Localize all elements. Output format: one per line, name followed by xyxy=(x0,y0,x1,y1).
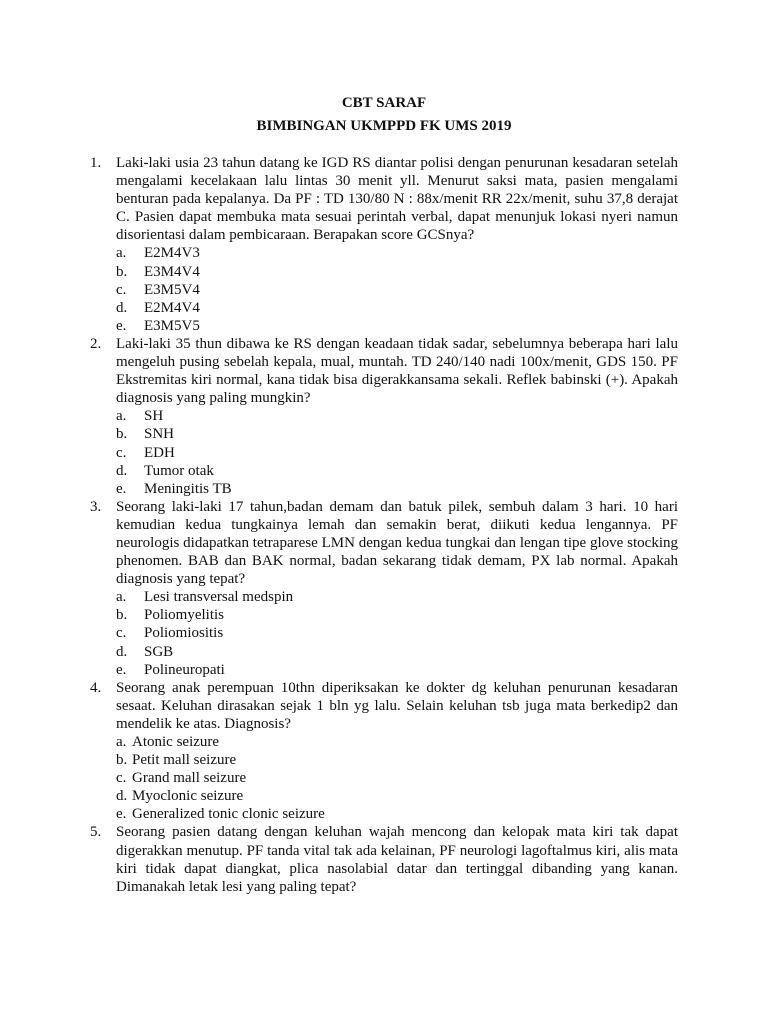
question-2 xyxy=(90,335,678,498)
option-item xyxy=(116,317,678,335)
option-text: Polineuropati xyxy=(144,661,225,678)
option-text: Poliomyelitis xyxy=(144,607,225,624)
option-item xyxy=(116,425,678,443)
option-item xyxy=(116,263,678,281)
option-item xyxy=(116,661,678,679)
option-letter: e. xyxy=(116,480,127,497)
question-number: 4. xyxy=(90,679,102,696)
option-text: E3M4V4 xyxy=(144,263,200,280)
option-text: SNH xyxy=(144,426,175,443)
option-item xyxy=(116,624,678,642)
option-text: E3M5V5 xyxy=(144,317,200,334)
option-letter: b. xyxy=(116,263,128,280)
option-text: Poliomiositis xyxy=(144,625,224,642)
option-letter: a. xyxy=(116,245,127,262)
option-item xyxy=(116,643,678,661)
option-text: Tumor otak xyxy=(144,462,214,479)
option-letter: c. xyxy=(116,770,127,787)
option-list xyxy=(116,244,678,334)
option-letter: b. xyxy=(116,607,128,624)
option-item xyxy=(116,769,678,787)
option-text: SGB xyxy=(144,643,174,660)
option-item xyxy=(116,407,678,425)
option-letter: d. xyxy=(116,643,128,660)
option-text: Lesi transversal medspin xyxy=(144,589,294,606)
option-list xyxy=(116,407,678,497)
question-text: Laki-laki usia 23 tahun datang ke IGD RS diantar polisi dengan penurunan kesadaran setelah mengalami kecelakaan lalu lintas 30 menit yll. Menurut saksi mata, pasien mengalami benturan pada kepalanya. Da PF : TD 130/80 N : 88x/menit RR 22x/menit, suhu 37,8 derajat C. Pasien dapat membuka mata sesuai perintah verbal, dapat menunjuk lokasi nyeri namun disorientasi dalam pembicaraan. Berapakan score GCSnya? xyxy=(116,155,678,244)
option-text: Meningitis TB xyxy=(144,480,232,497)
question-number: 2. xyxy=(90,335,102,352)
option-letter: c. xyxy=(116,625,127,642)
option-letter: b. xyxy=(116,426,128,443)
option-letter: a. xyxy=(116,734,127,750)
option-letter: a. xyxy=(116,589,127,606)
option-letter: d. xyxy=(116,462,128,479)
question-number: 5. xyxy=(90,824,102,841)
option-text: E2M4V4 xyxy=(144,299,200,316)
option-item xyxy=(116,244,678,262)
option-item xyxy=(116,751,678,769)
option-letter: c. xyxy=(116,444,127,461)
question-5 xyxy=(90,823,678,895)
option-list xyxy=(116,733,678,823)
option-text: EDH xyxy=(144,444,175,461)
question-list xyxy=(90,154,678,896)
option-item xyxy=(116,281,678,299)
option-item xyxy=(116,733,678,751)
option-letter: e. xyxy=(116,661,127,678)
option-text: E3M5V4 xyxy=(144,281,200,298)
question-4 xyxy=(90,679,678,824)
question-number: 1. xyxy=(90,155,102,171)
question-text: Seorang pasien datang dengan keluhan wajah mencong dan kelopak mata kiri tak dapat digerakkan menutup. PF tanda vital tak ada kelainan, PF neurologi lagoftalmus kiri, alis mata kiri tidak dapat diangkat, plica nasolabial datar dan tertinggal dibanding yang kanan. Dimanakah letak lesi yang paling tepat? xyxy=(116,824,678,895)
option-text: Petit mall seizure xyxy=(132,752,237,769)
question-text: Laki-laki 35 thun dibawa ke RS dengan keadaan tidak sadar, sebelumnya beberapa hari lalu mengeluh pusing sebelah kepala, mual, muntah. TD 240/140 nadi 100x/menit, GDS 150. PF Ekstremitas kiri normal, kana tidak bisa digerakkansama sekali. Reflek babinski (+). Apakah diagnosis yang paling mungkin? xyxy=(116,335,678,407)
option-letter: d. xyxy=(116,299,128,316)
option-item xyxy=(116,805,678,823)
option-letter: b. xyxy=(116,752,128,769)
question-3 xyxy=(90,498,678,679)
option-item xyxy=(116,588,678,606)
option-text: Grand mall seizure xyxy=(132,770,247,787)
option-letter: a. xyxy=(116,408,127,425)
option-text: Myoclonic seizure xyxy=(132,788,244,805)
option-list xyxy=(116,588,678,678)
option-item xyxy=(116,480,678,498)
option-text: SH xyxy=(144,408,164,425)
option-text: E2M4V3 xyxy=(144,245,200,262)
option-letter: e. xyxy=(116,317,127,334)
question-1 xyxy=(90,154,678,335)
option-item xyxy=(116,462,678,480)
option-text: Atonic seizure xyxy=(132,734,220,750)
option-item xyxy=(116,444,678,462)
question-text: Seorang laki-laki 17 tahun,badan demam dan batuk pilek, sembuh dalam 3 hari. 10 hari kemudian kedua tungkainya lemah dan semakin berat, diikuti kedua lengannya. PF neurologis didapatkan tetraparese LMN dengan kedua tungkai dan lengan tipe glove stocking phenomen. BAB dan BAK normal, badan sekarang tidak demam, PX lab normal. Apakah diagnosis yang tepat? xyxy=(116,498,678,588)
option-letter: d. xyxy=(116,788,128,805)
document-subtitle: BIMBINGAN UKMPPD FK UMS 2019 xyxy=(256,118,512,134)
option-letter: c. xyxy=(116,281,127,298)
option-item xyxy=(116,787,678,805)
option-item xyxy=(116,299,678,317)
question-number: 3. xyxy=(90,498,102,515)
document-title: CBT SARAF xyxy=(341,95,427,111)
option-letter: e. xyxy=(116,806,127,823)
option-item xyxy=(116,606,678,624)
option-text: Generalized tonic clonic seizure xyxy=(132,806,325,823)
question-text: Seorang anak perempuan 10thn diperiksakan ke dokter dg keluhan penurunan kesadaran sesaat. Keluhan dirasakan sejak 1 bln yg lalu. Selain keluhan tsb juga mata berkedip2 dan mendelik ke atas. Diagnosis? xyxy=(116,679,678,732)
